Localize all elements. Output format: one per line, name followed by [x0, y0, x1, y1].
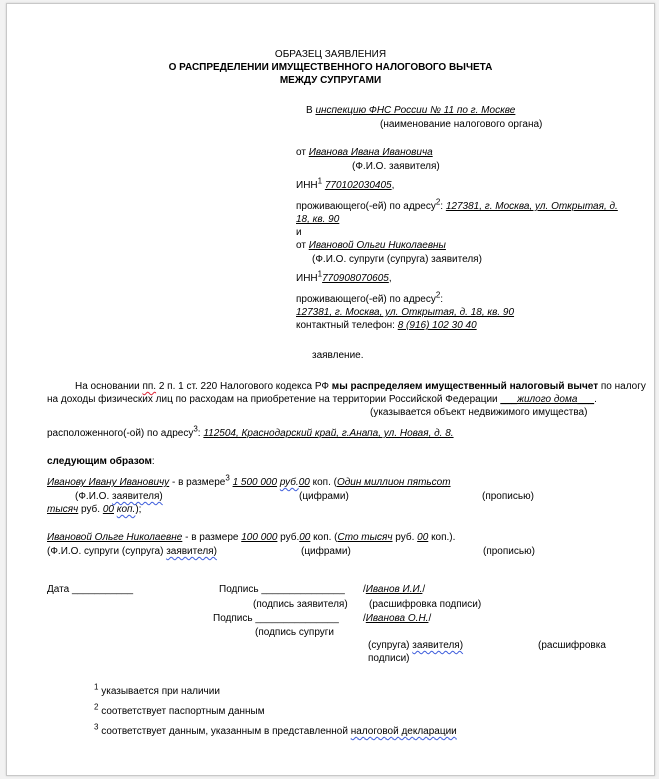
tax-office-caption: (наименование налогового органа) [380, 119, 543, 130]
share1-words-caption: (прописью) [482, 491, 534, 502]
share1-name-caption: (Ф.И.О. заявителя) [75, 491, 163, 502]
property-type: жилого дома [517, 394, 578, 405]
applicant2-caption: (Ф.И.О. супруги (супруга) заявителя) [312, 254, 482, 265]
signature1-decoded: /Иванов И.И./ [363, 584, 426, 595]
footnote-3: $^3$ соответствует данным, указанным в представленной налоговой декларации [94, 722, 457, 737]
tax-office-name: инспекцию ФНС России № 11 по г. Москве [315, 105, 516, 116]
document-subtitle: МЕЖДУ СУПРУГАМИ [279, 75, 382, 86]
body-line-1: На основании пп. 2 п. 1 ст. 220 Налогового кодекса РФ мы распределяем имущественный налоговый вычет по налогу [75, 381, 646, 392]
applicant1-line: от Иванова Ивана Ивановича [296, 147, 433, 158]
signature2-decoded-caption-cont: подписи) [368, 653, 410, 664]
applicant1-name: Иванова Ивана Ивановича [308, 147, 433, 158]
signature2-field: Подпись _______________ [213, 613, 339, 624]
addressee-line: В инспекцию ФНС России № 11 по г. Москве [306, 105, 516, 116]
body-line-4: расположенного(-ой) по адресу$^3$: 112504, Краснодарский край, г.Анапа, ул. Новая, д. 8. [47, 424, 454, 439]
phone-line: контактный телефон: 8 (916) 102 30 40 [296, 320, 477, 331]
footnote-2: $^2$ соответствует паспортным данным [94, 702, 265, 717]
signature1-caption: (подпись заявителя) [253, 599, 348, 610]
share2-rub: 100 000 [241, 532, 278, 543]
share1-words-cont: тысяч руб. 00 коп.); [47, 504, 142, 515]
share1-digits-caption: (цифрами) [299, 491, 349, 502]
as-follows-label: следующим образом: [47, 456, 155, 467]
form-sample-label: ОБРАЗЕЦ ЗАЯВЛЕНИЯ [274, 49, 387, 60]
signature2-decoded-caption: (расшифровка [538, 640, 606, 651]
signature2-caption-cont: (супруга) заявителя) [368, 640, 464, 651]
phone-value: 8 (916) 102 30 40 [397, 320, 477, 331]
statement-word: заявление. [312, 350, 364, 361]
applicant1-address: проживающего(-ей) по адресу$^2$: 127381, г. Москва, ул. Открытая, д. [296, 197, 618, 212]
applicant1-address-value: 127381, г. Москва, ул. Открытая, д. [445, 201, 618, 212]
signature2-decoded: /Иванова О.Н./ [363, 613, 432, 624]
applicant2-inn-value: 770908070605 [322, 273, 389, 284]
document-page [6, 3, 655, 776]
applicant2-line: от Ивановой Ольги Николаевны [296, 240, 446, 251]
signature1-field: Подпись _______________ [219, 584, 345, 595]
applicant2-name: Ивановой Ольги Николаевны [308, 240, 446, 251]
share1-words: Один миллион пятьсот [336, 477, 451, 488]
share2-words: Сто тысяч [337, 532, 393, 543]
share2-line: Ивановой Ольге Николаевне - в размере 100 000 руб.00 коп. (Сто тысяч руб. 00 коп.). [47, 532, 456, 543]
share1-kop: 00 [298, 477, 310, 488]
property-address: 112504, Краснодарский край, г.Анапа, ул. Новая, д. 8. [203, 428, 454, 439]
share2-digits-caption: (цифрами) [301, 546, 351, 557]
applicant1-inn-value: 770102030405 [324, 180, 392, 191]
document-title: О РАСПРЕДЕЛЕНИИ ИМУЩЕСТВЕННОГО НАЛОГОВОГО ВЫЧЕТА [168, 62, 493, 73]
applicant1-caption: (Ф.И.О. заявителя) [352, 161, 440, 172]
share2-words-caption: (прописью) [483, 546, 535, 557]
signature2-caption: (подпись супруги [255, 627, 335, 638]
main-statement: мы распределяем имущественный налоговый вычет [331, 381, 599, 392]
applicant2-address: проживающего(-ей) по адресу$^2$: [296, 290, 444, 305]
share1-name: Иванову Ивану Ивановичу [47, 477, 170, 488]
share2-kop: 00 [299, 532, 311, 543]
conjunction-and: и [296, 227, 302, 238]
footnote-1: $^1$ указывается при наличии [94, 682, 220, 697]
property-caption: (указывается объект недвижимого имущества) [370, 407, 588, 418]
signature1-decoded-caption: (расшифровка подписи) [369, 599, 482, 610]
share1-rub: 1 500 000 [232, 477, 278, 488]
body-line-2: на доходы физических лиц по расходам на приобретение на территории Российской Федерации ___жилого дома___. [47, 394, 597, 405]
date-field: Дата ___________ [47, 584, 134, 595]
share2-name-caption: (Ф.И.О. супруги (супруга) заявителя) [47, 546, 217, 557]
applicant2-inn: ИНН$^1$770908070605, [296, 269, 392, 284]
applicant1-address-value-cont: 18, кв. 90 [296, 214, 340, 225]
share1-line: Иванову Ивану Ивановичу - в размере$^3$ 1 500 000 руб.00 коп. (Один миллион пятьсот [47, 473, 451, 488]
applicant2-address-value: 127381, г. Москва, ул. Открытая, д. 18, кв. 90 [296, 307, 515, 318]
share2-name: Ивановой Ольге Николаевне [47, 532, 183, 543]
applicant1-inn: ИНН$^1$ 770102030405, [296, 176, 395, 191]
